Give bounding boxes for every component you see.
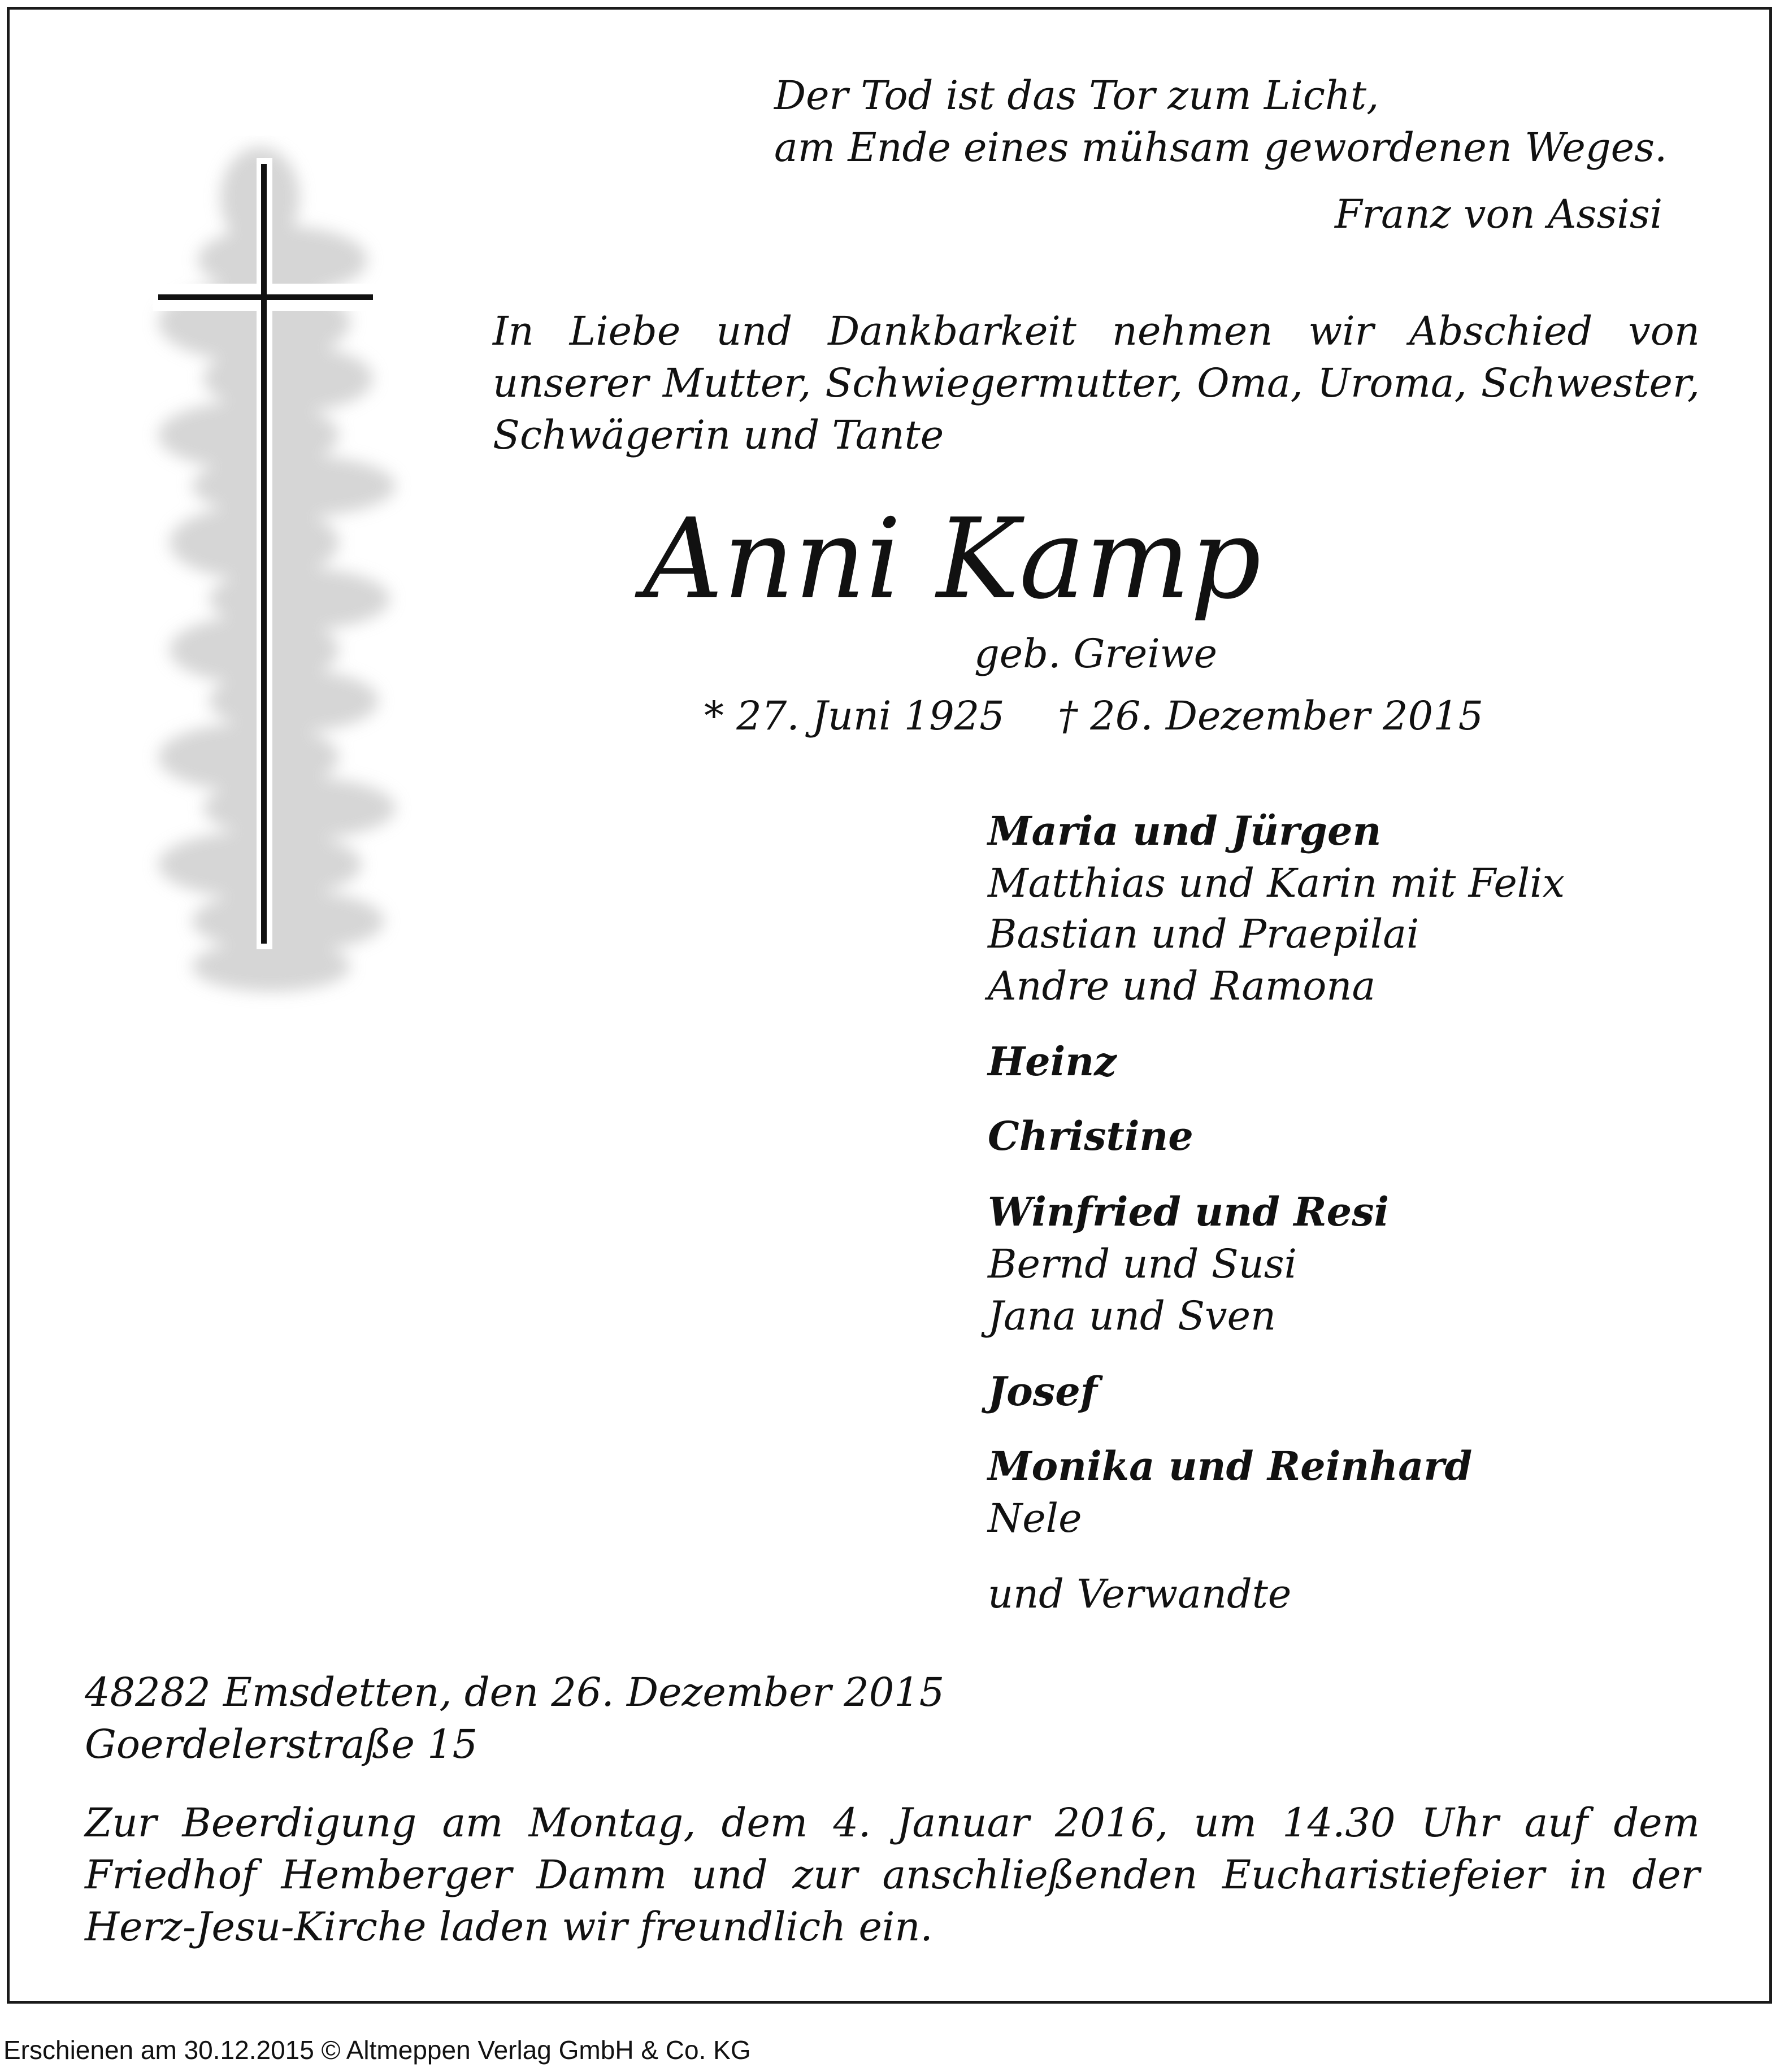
deceased-name: Anni Kamp xyxy=(643,495,1261,624)
funeral-line-1: Zur Beerdigung am Montag, dem 4. Januar 2016, um 14.30 Uhr auf dem xyxy=(85,1800,1700,1846)
funeral-paragraph xyxy=(85,1797,1700,1953)
address-line-1: 48282 Emsdetten, den 26. Dezember 2015 xyxy=(85,1669,945,1715)
mourner-heading: Monika und Reinhard xyxy=(988,1443,1473,1489)
mourner-closing: und Verwandte xyxy=(988,1571,1292,1617)
quote-line-2: am Ende eines mühsam gewordenen Weges. xyxy=(774,124,1668,171)
mourner-heading: Heinz xyxy=(988,1038,1117,1085)
maiden-name: geb. Greiwe xyxy=(974,631,1218,677)
publication-footer: Erschienen am 30.12.2015 © Altmeppen Verlag GmbH & Co. KG xyxy=(3,2035,751,2065)
mourner-line: Bernd und Susi xyxy=(988,1241,1297,1287)
address-line-2: Goerdelerstraße 15 xyxy=(85,1721,478,1767)
intro-line-3: Schwägerin und Tante xyxy=(493,412,944,458)
mourner-heading: Maria und Jürgen xyxy=(988,807,1382,854)
funeral-line-3: Herz-Jesu-Kirche laden wir freundlich ein. xyxy=(85,1904,933,1950)
quote-author: Franz von Assisi xyxy=(1335,191,1663,237)
mourner-line: Bastian und Praepilai xyxy=(988,911,1419,957)
mourner-line: Andre und Ramona xyxy=(988,963,1376,1009)
quote-line-1: Der Tod ist das Tor zum Licht, xyxy=(774,72,1379,119)
intro-line-2: unserer Mutter, Schwiegermutter, Oma, Uroma, Schwester, xyxy=(493,360,1700,406)
birth-date: * 27. Juni 1925 xyxy=(704,693,1005,739)
mourner-heading: Winfried und Resi xyxy=(988,1188,1390,1235)
intro-line-1: In Liebe und Dankbarkeit nehmen wir Abschied von xyxy=(493,308,1700,354)
death-date: † 26. Dezember 2015 xyxy=(1058,693,1484,739)
intro-paragraph xyxy=(493,305,1700,461)
mourner-line: Matthias und Karin mit Felix xyxy=(988,860,1565,906)
mourner-line: Nele xyxy=(988,1495,1082,1541)
funeral-line-2: Friedhof Hemberger Damm und zur anschließenden Eucharistiefeier in der xyxy=(85,1852,1700,1898)
mourner-heading: Christine xyxy=(988,1113,1193,1159)
mourner-heading: Josef xyxy=(988,1368,1097,1415)
mourner-line: Jana und Sven xyxy=(988,1293,1277,1339)
